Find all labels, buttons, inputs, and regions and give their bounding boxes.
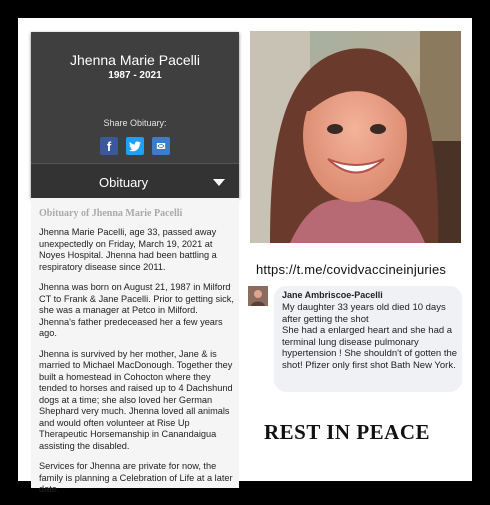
email-share-button[interactable] (152, 137, 170, 155)
portrait-illustration (250, 31, 461, 243)
share-label: Share Obituary: (103, 118, 167, 128)
collage-frame (18, 18, 472, 494)
facebook-icon: f (106, 138, 112, 154)
avatar[interactable] (248, 286, 268, 306)
obituary-tab[interactable] (31, 163, 239, 199)
facebook-comment (248, 286, 468, 394)
portrait-photo (250, 31, 461, 243)
share-buttons (31, 137, 239, 155)
comment-text: My daughter 33 years old died 10 days after getting the shot She had a enlarged heart and she had a terminal lung disease pulmonary hypertension ! She shouldn't of gotten the shot! Pfizer only first shot Bath New York. (282, 302, 458, 371)
obituary-paragraph: Services for Jhenna are private for now, the family is planning a Celebration of Life at a later date. (39, 461, 233, 494)
facebook-share-button[interactable] (100, 137, 118, 155)
obituary-body (39, 227, 235, 505)
twitter-icon (129, 141, 141, 152)
twitter-share-button[interactable] (126, 137, 144, 155)
obituary-text-panel (31, 198, 239, 494)
email-icon: ✉ (156, 140, 166, 153)
life-years: 1987 - 2021 (108, 70, 162, 81)
obituary-header-card (31, 32, 239, 198)
obituary-heading: Obituary of Jhenna Marie Pacelli (39, 208, 183, 219)
obituary-paragraph: Jhenna is survived by her mother, Jane & is married to Michael MacDonough. Together they built a homestead in Cohocton where they tended to horses and raised up to 4 Dachshund dogs at a time; she also loved her German Shephard very much. Jhenna loved all animals and would often volunteer at Rise Up Therapeutic Horsemanship in Canandaigua assisting the disabled. (39, 348, 233, 451)
obituary-paragraph: Jhenna was born on August 21, 1987 in Milford CT to Frank & Jane Pacelli. Prior to getting sick, she was a manager at Petco in Milford. Jhenna's father predeceased her a few years ago. (39, 282, 234, 338)
chevron-down-icon (213, 179, 225, 186)
comment-author[interactable]: Jane Ambriscoe-Pacelli (282, 290, 383, 300)
caption-text: REST IN PEACE (264, 420, 430, 444)
deceased-name: Jhenna Marie Pacelli (70, 52, 200, 68)
obituary-paragraph: Jhenna Marie Pacelli, age 33, passed away unexpectedly on Friday, March 19, 2021 at Noyes Hospital. Jhenna had been battling a respiratory disease since 2011. (39, 227, 217, 272)
comment-bubble (274, 286, 462, 392)
obituary-tab-label: Obituary (99, 175, 149, 190)
avatar-image (248, 286, 268, 306)
telegram-link[interactable]: https://t.me/covidvaccineinjuries (256, 262, 447, 277)
